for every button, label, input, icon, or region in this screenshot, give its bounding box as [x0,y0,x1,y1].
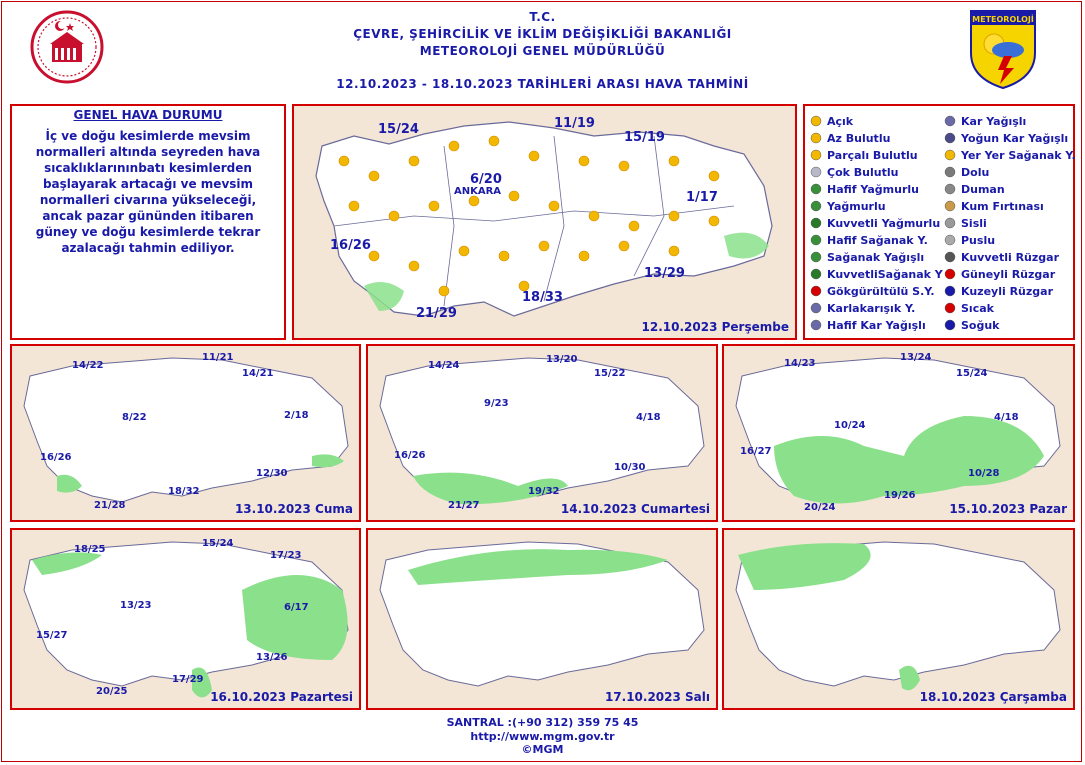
temp-label: 4/18 [636,412,661,423]
legend-item [809,233,928,247]
legend-label: Hafif Kar Yağışlı [827,318,926,332]
header [0,0,1085,100]
temp-label: 14/21 [242,368,274,379]
smoke-icon [943,182,957,196]
light-rain-icon [809,182,823,196]
temp-label: 13/26 [256,652,288,663]
map-date-day-1: 13.10.2023 Cuma [234,502,353,516]
temp-label: 1/17 [686,190,718,205]
legend-item [943,250,1059,264]
fog-icon [943,216,957,230]
legend-label: Hafif Yağmurlu [827,182,919,196]
temp-label: 10/30 [614,462,646,473]
map-day-6 [722,528,1075,710]
map-date-day-6: 18.10.2023 Çarşamba [919,690,1067,704]
legend-item [809,199,886,213]
legend-item [809,216,940,230]
temp-label: 16/26 [330,238,371,253]
temp-label: 21/28 [94,500,126,511]
sleet-icon [809,301,823,315]
legend-item [943,216,987,230]
temp-label: 21/27 [448,500,480,511]
temp-label: 13/24 [900,352,932,363]
temp-label: 20/25 [96,686,128,697]
temp-label: 20/24 [804,502,836,513]
legend-item [809,250,924,264]
legend-item [943,233,995,247]
legend-item [943,301,994,315]
general-weather-title: GENEL HAVA DURUMU [73,108,223,122]
sun-small-cloud-icon [809,131,823,145]
legend-label: Duman [961,182,1005,196]
temp-label: 13/29 [644,266,685,281]
turkey-map-day-5 [368,530,716,708]
temp-label: 15/19 [624,130,665,145]
light-shower-icon [809,233,823,247]
legend-label: Kum Fırtınası [961,199,1044,213]
temp-label: 17/29 [172,674,204,685]
legend-item [809,148,918,162]
temp-label: 6/17 [284,602,309,613]
rain-icon [809,199,823,213]
legend-label: Hafif Sağanak Y. [827,233,928,247]
legend-item [809,284,935,298]
legend-item [943,148,1076,162]
legend-item [943,114,1026,128]
temp-label: 18/33 [522,290,563,305]
header-date-range: 12.10.2023 - 18.10.2023 TARİHLERİ ARASI HAVA TAHMİNİ [336,77,749,91]
temp-label: 6/20 [470,172,502,187]
haze-icon [943,233,957,247]
city-label-ankara: ANKARA [454,186,502,197]
temp-label: 2/18 [284,410,309,421]
legend-item [943,318,1000,332]
temp-label: 17/23 [270,550,302,561]
legend-label: Yer Yer Sağanak Y. [961,148,1076,162]
temp-label: 18/32 [168,486,200,497]
heavy-shower-icon [809,267,823,281]
temp-label: 10/28 [968,468,1000,479]
map-date-day-3: 15.10.2023 Pazar [949,502,1067,516]
legend-label: Sisli [961,216,987,230]
legend-label: Kuzeyli Rüzgar [961,284,1053,298]
legend-item [809,318,926,332]
legend-label: Sağanak Yağışlı [827,250,925,264]
legend-label: Karlakarışık Y. [827,301,916,315]
legend-item [943,267,1055,281]
footer-phone: SANTRAL :(+90 312) 359 75 45 [446,716,639,729]
temp-label: 15/24 [378,122,419,137]
sun-icon [809,114,823,128]
legend-label: Güneyli Rüzgar [961,267,1056,281]
hot-icon [943,301,957,315]
light-snow-icon [809,318,823,332]
temp-label: 15/24 [956,368,988,379]
legend-label: Az Bulutlu [827,131,891,145]
temp-label: 21/29 [416,306,457,321]
temp-label: 11/21 [202,352,234,363]
legend-label: KuvvetliSağanak Y [827,267,943,281]
general-weather-panel [10,104,286,340]
legend-label: Çok Bulutlu [827,165,899,179]
temp-label: 16/27 [740,446,772,457]
temp-label: 8/22 [122,412,147,423]
main-map-panel [292,104,797,340]
legend-label: Kuvvetli Yağmurlu [827,216,941,230]
legend-label: Yoğun Kar Yağışlı [961,131,1069,145]
legend-label: Gökgürültülü S.Y. [827,284,935,298]
legend-label: Parçalı Bulutlu [827,148,918,162]
legend-item [943,165,989,179]
map-date-day-4: 16.10.2023 Pazartesi [210,690,353,704]
temp-label: 19/32 [528,486,560,497]
logo-text: METEOROLOJİ [972,15,1034,24]
header-tc: T.C. [529,10,556,24]
temp-label: 19/26 [884,490,916,501]
temp-label: 16/26 [40,452,72,463]
footer-website[interactable]: http://www.mgm.gov.tr [470,730,615,743]
legend-label: Soğuk [961,318,1000,332]
map-day-3 [722,344,1075,522]
header-ministry: ÇEVRE, ŞEHİRCİLİK VE İKLİM DEĞİŞİKLİĞİ BAKANLIĞI [353,27,732,41]
map-day-1 [10,344,361,522]
cloud-icon [809,165,823,179]
cold-icon [943,318,957,332]
shower-icon [809,250,823,264]
temp-label: 10/24 [834,420,866,431]
legend-item [809,267,943,281]
temp-label: 13/20 [546,354,578,365]
legend-item [809,301,915,315]
legend-item [809,182,919,196]
legend-item [943,199,1044,213]
footer-copyright: ©MGM [521,743,564,756]
legend-label: Dolu [961,165,990,179]
legend-label: Kuvvetli Rüzgar [961,250,1060,264]
temp-label: 16/26 [394,450,426,461]
thunderstorm-icon [809,284,823,298]
temp-label: 12/30 [256,468,288,479]
sun-cloud-icon [809,148,823,162]
legend-panel [803,104,1075,340]
temp-label: 15/22 [594,368,626,379]
strong-wind-icon [943,250,957,264]
north-wind-icon [943,284,957,298]
map-date-day-2: 14.10.2023 Cumartesi [560,502,710,516]
meteoroloji-logo-icon [968,8,1038,90]
legend-item [809,165,898,179]
heavy-snow-icon [943,131,957,145]
legend-label: Kar Yağışlı [961,114,1027,128]
legend-item [943,182,1005,196]
snow-icon [943,114,957,128]
temp-label: 11/19 [554,116,595,131]
header-directorate: METEOROLOJİ GENEL MÜDÜRLÜĞÜ [419,44,666,58]
temp-label: 18/25 [74,544,106,555]
legend-label: Sıcak [961,301,994,315]
temp-label: 15/27 [36,630,68,641]
heavy-rain-icon [809,216,823,230]
map-day-4 [10,528,361,710]
scattered-shower-icon [943,148,957,162]
turkey-map-day-6 [724,530,1073,708]
main-map-date: 12.10.2023 Perşembe [641,320,789,334]
temp-label: 15/24 [202,538,234,549]
map-day-5 [366,528,718,710]
map-day-2 [366,344,718,522]
temp-label: 13/23 [120,600,152,611]
temp-label: 14/24 [428,360,460,371]
legend-item [809,131,890,145]
general-weather-text: İç ve doğu kesimlerde mevsim normalleri altında seyreden hava sıcaklıklarınınbatı kesimlerden başlayarak artacağı ve mevsim normalleri civarına yükseleceği, ancak pazar gününden itibaren güney ve doğu kesimlerde tekrar azalacağı tahmin ediliyor. [35,129,261,255]
legend-label: Puslu [961,233,996,247]
legend-label: Açık [827,114,854,128]
temp-label: 4/18 [994,412,1019,423]
temp-label: 14/22 [72,360,104,371]
temp-label: 14/23 [784,358,816,369]
legend-item [943,284,1053,298]
map-date-day-5: 17.10.2023 Salı [604,690,710,704]
hail-icon [943,165,957,179]
temp-label: 9/23 [484,398,509,409]
south-wind-icon [943,267,957,281]
legend-label: Yağmurlu [827,199,886,213]
legend-item [809,114,853,128]
legend-item [943,131,1068,145]
sandstorm-icon [943,199,957,213]
